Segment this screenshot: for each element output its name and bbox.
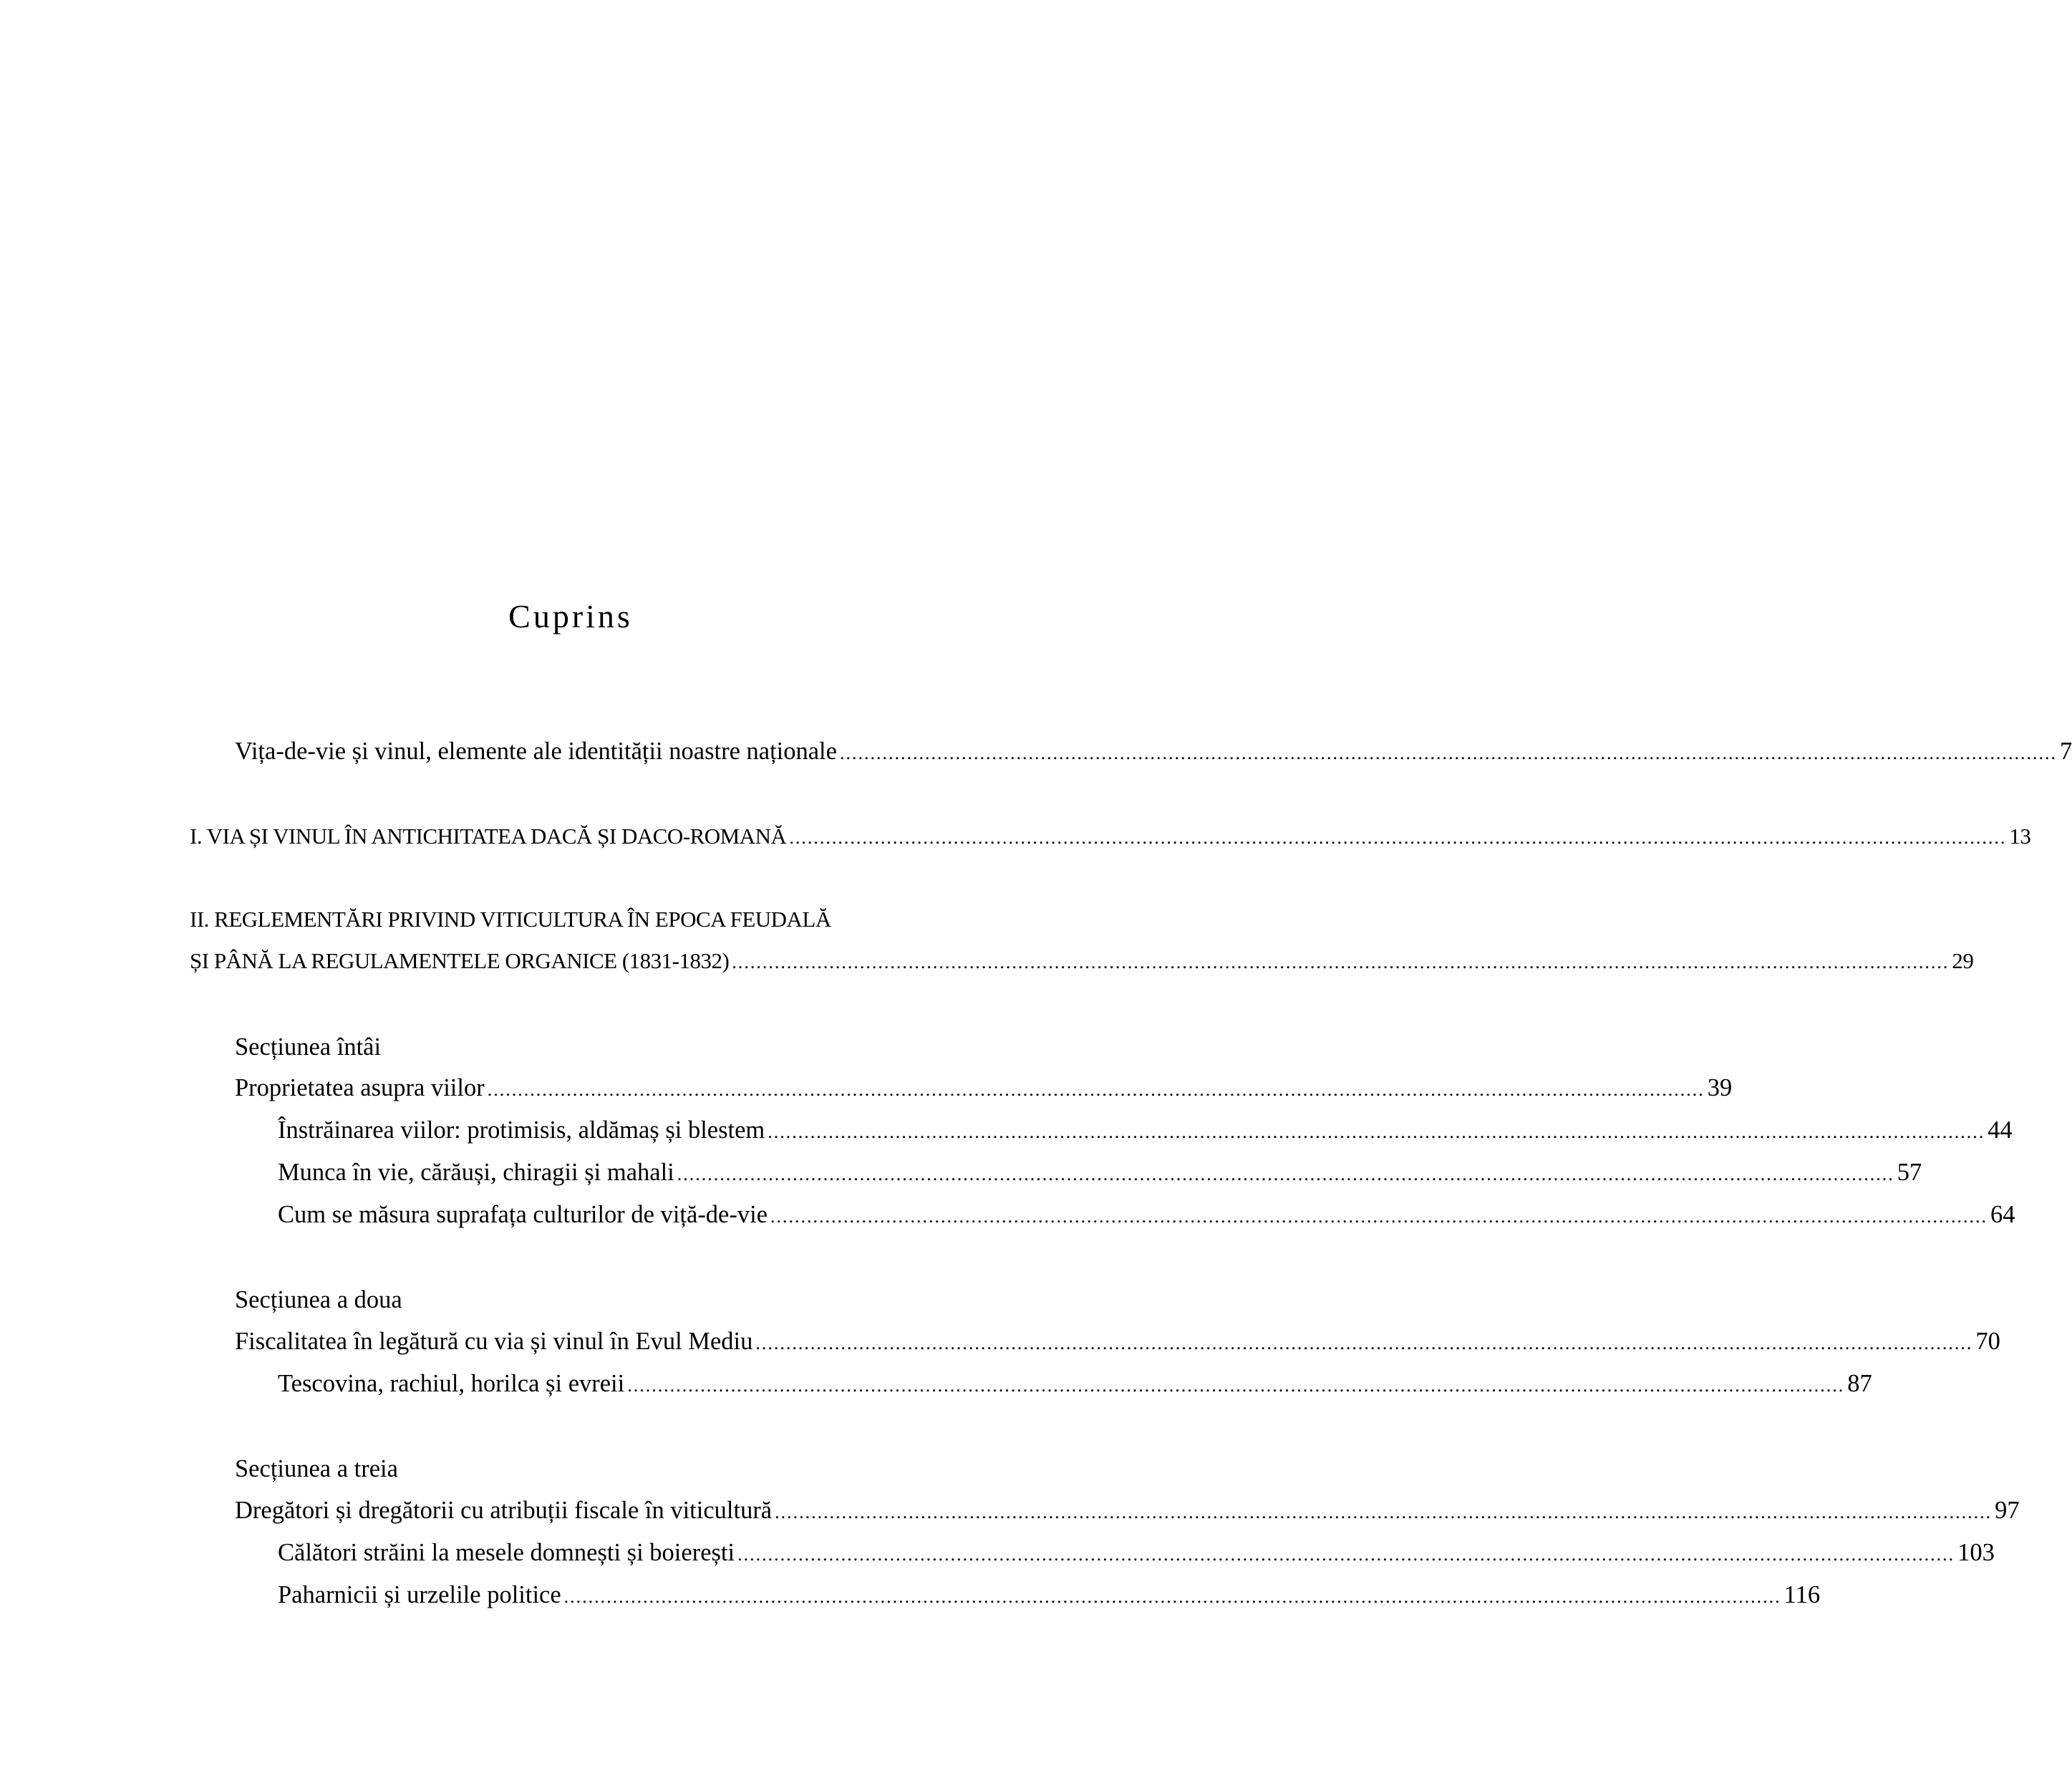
toc-entry-page: 13 [2009,824,2031,849]
toc-entry-chapter-2-line1[interactable]: II. REGLEMENTĂRI PRIVIND VITICULTURA ÎN EPOCA FEUDALĂ [190,907,831,932]
toc-entry-page: 29 [1952,948,1974,973]
toc-entry-label: Călători străini la mesele domnești și boierești [278,1539,735,1566]
toc-entry-label: Cum se măsura suprafața culturilor de viță-de-vie [278,1201,768,1228]
toc-entry-page: 57 [1897,1159,1922,1186]
toc-entry-page: 116 [1783,1581,1821,1608]
toc-subentry[interactable] [278,1116,2013,1145]
section-heading: Secțiunea întâi [235,1033,382,1061]
dot-leader: ........................................................................................................................................................................................................ [627,1375,1845,1396]
dot-leader: ........................................................................................................................................................................................................ [789,827,2007,848]
toc-entry-chapter-2[interactable] [190,948,1974,974]
toc-entry-intro[interactable] [235,738,2072,766]
toc-entry-label: Proprietatea asupra viilor [235,1074,485,1101]
toc-entry-label: I. VIA ȘI VINUL ÎN ANTICHITATEA DACĂ ȘI DACO-ROMANĂ [190,824,787,849]
toc-entry-label: Munca în vie, cărăuși, chiragii și mahali [278,1159,674,1186]
toc-entry-label: ȘI PÂNĂ LA REGULAMENTELE ORGANICE (1831-1832) [190,948,730,973]
toc-subentry[interactable] [278,1539,1995,1568]
dot-leader: ........................................................................................................................................................................................................ [839,743,2057,763]
dot-leader: ........................................................................................................................................................................................................ [775,1502,1993,1522]
toc-entry-label: Înstrăinarea viilor: protimisis, aldămaș și blestem [278,1116,765,1144]
toc-entry-page: 64 [1990,1201,2015,1228]
toc-entry-label: Tescovina, rachiul, horilca și evreii [278,1370,625,1397]
toc-entry-label: Vița-de-vie și vinul, elemente ale identității noastre naționale [235,738,837,765]
dot-leader: ........................................................................................................................................................................................................ [768,1121,1985,1142]
dot-leader: ........................................................................................................................................................................................................ [770,1206,1988,1227]
dot-leader: ........................................................................................................................................................................................................ [755,1333,1973,1353]
toc-subentry[interactable] [278,1370,1872,1399]
dot-leader: ........................................................................................................................................................................................................ [732,952,1950,973]
toc-entry-page: 39 [1707,1074,1733,1101]
dot-leader: ........................................................................................................................................................................................................ [563,1586,1781,1607]
toc-entry-page: 44 [1988,1116,2013,1144]
toc-subentry[interactable] [278,1581,1821,1610]
toc-entry-page: 70 [1975,1328,2000,1355]
toc-entry-label: Paharnicii și urzelile politice [278,1581,561,1608]
toc-subentry[interactable] [278,1159,1922,1187]
toc-subentry[interactable] [278,1201,2015,1230]
toc-entry-page: 97 [1995,1497,2020,1524]
toc-entry-section-2-main[interactable] [235,1328,2000,1356]
dot-leader: ........................................................................................................................................................................................................ [487,1079,1705,1100]
toc-entry-page: 103 [1957,1539,1995,1566]
dot-leader: ........................................................................................................................................................................................................ [677,1164,1894,1184]
toc-entry-page: 87 [1847,1370,1872,1397]
toc-entry-section-3-main[interactable] [235,1497,2020,1525]
dot-leader: ........................................................................................................................................................................................................ [737,1544,1955,1565]
page-title: Cuprins [508,598,633,634]
toc-entry-section-1-main[interactable] [235,1074,1733,1103]
toc-entry-label: Dregători și dregătorii cu atribuții fiscale în viticultură [235,1497,773,1524]
toc-entry-page: 7 [2059,738,2072,765]
toc-entry-chapter-1[interactable] [190,824,2031,849]
section-heading: Secțiunea a treia [235,1455,398,1482]
section-heading: Secțiunea a doua [235,1286,402,1313]
toc-entry-label: Fiscalitatea în legătură cu via și vinul în Evul Mediu [235,1328,753,1355]
